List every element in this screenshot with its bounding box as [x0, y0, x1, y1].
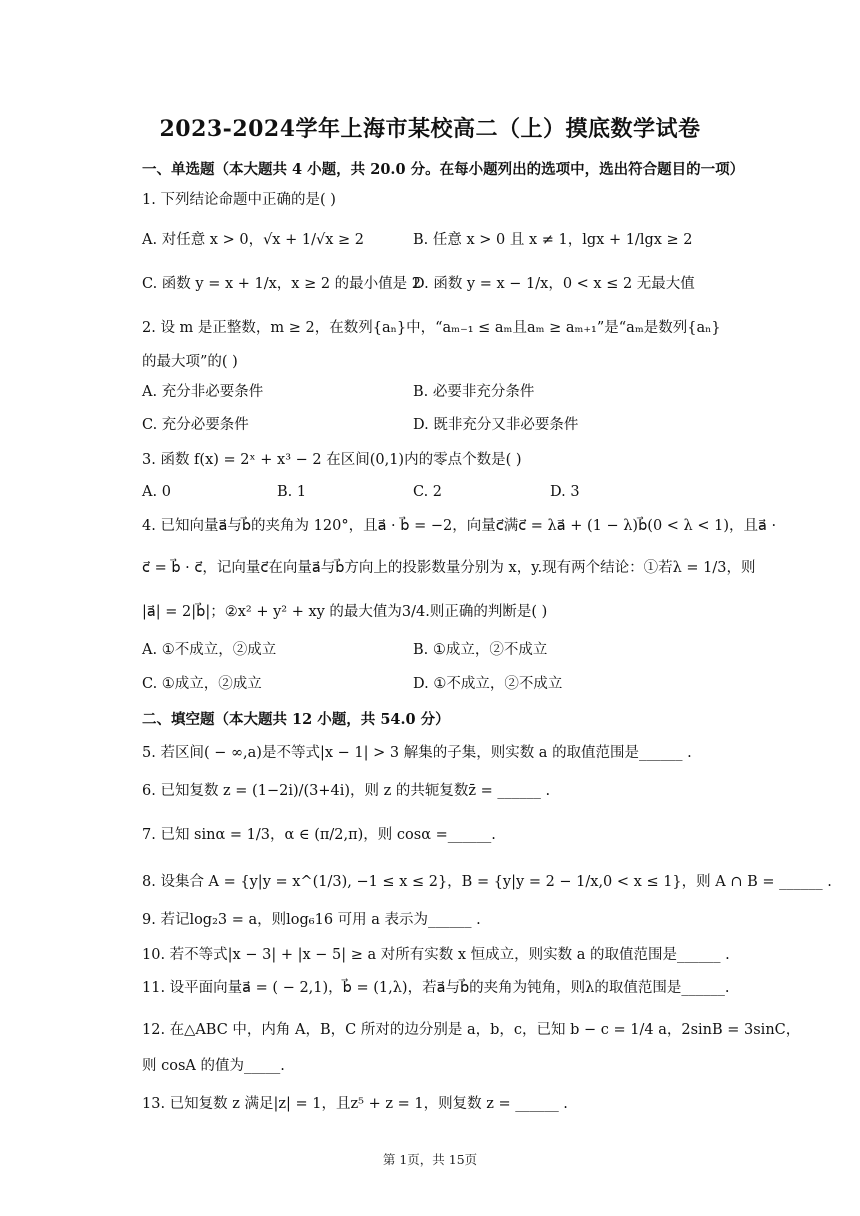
- page-title: 2023-2024学年上海市某校高二（上）摸底数学试卷: [159, 116, 701, 142]
- question-3-option-c: C. 2: [413, 484, 443, 500]
- question-1-option-d: D. 函数 y = x − 1/x，0 < x ≤ 2 无最大值: [413, 276, 695, 292]
- question-5: 5. 若区间( − ∞,a)是不等式|x − 1| > 3 解集的子集，则实数 a 的取值范围是______ .: [142, 745, 692, 761]
- section-heading-fill-in: 二、填空题（本大题共 12 小题，共 54.0 分）: [142, 711, 450, 728]
- question-1-stem: 1. 下列结论命题中正确的是( ): [142, 192, 336, 208]
- question-3-stem: 3. 函数 f(x) = 2ˣ + x³ − 2 在区间(0,1)内的零点个数是( ): [142, 452, 522, 468]
- question-4-option-d: D. ①不成立，②不成立: [413, 676, 563, 692]
- question-3-option-d: D. 3: [550, 484, 580, 500]
- question-4-stem-line-3: |a⃗| = 2|b⃗|；②x² + y² + xy 的最大值为3/4.则正确的判断是( ): [142, 604, 548, 620]
- section-heading-single-choice: 一、单选题（本大题共 4 小题，共 20.0 分。在每小题列出的选项中，选出符合题目的一项）: [142, 161, 745, 178]
- question-12-line-2: 则 cosA 的值为_____.: [142, 1058, 285, 1074]
- question-2-option-c: C. 充分必要条件: [142, 417, 249, 433]
- question-12-line-1: 12. 在△ABC 中，内角 A，B，C 所对的边分别是 a，b，c，已知 b − c = 1/4 a，2sinB = 3sinC，: [142, 1022, 801, 1038]
- question-11: 11. 设平面向量a⃗ = ( − 2,1)，b⃗ = (1,λ)，若a⃗与b⃗的夹角为钝角，则λ的取值范围是______.: [142, 980, 730, 996]
- question-2-stem-line-1: 2. 设 m 是正整数，m ≥ 2，在数列{aₙ}中，“aₘ₋₁ ≤ aₘ且aₘ ≥ aₘ₊₁”是“aₘ是数列{aₙ}: [142, 320, 721, 336]
- question-2-stem-line-2: 的最大项”的( ): [142, 354, 238, 370]
- question-4-stem-line-2: c⃗ = b⃗ · c⃗，记向量c⃗在向量a⃗与b⃗方向上的投影数量分别为 x，y.现有两个结论：①若λ = 1/3，则: [142, 560, 756, 576]
- question-2-option-a: A. 充分非必要条件: [142, 384, 264, 400]
- question-2-option-b: B. 必要非充分条件: [413, 384, 535, 400]
- question-1-option-a: A. 对任意 x > 0，√x + 1/√x ≥ 2: [142, 232, 364, 248]
- question-13: 13. 已知复数 z 满足|z| = 1，且z⁵ + z = 1，则复数 z = ______ .: [142, 1096, 568, 1112]
- question-4-option-c: C. ①成立，②成立: [142, 676, 262, 692]
- question-6: 6. 已知复数 z = (1−2i)/(3+4i)，则 z 的共轭复数z̄ = ______ .: [142, 783, 551, 799]
- question-1-option-c: C. 函数 y = x + 1/x，x ≥ 2 的最小值是 2: [142, 276, 422, 292]
- question-2-option-d: D. 既非充分又非必要条件: [413, 417, 579, 433]
- question-3-option-b: B. 1: [277, 484, 307, 500]
- question-4-option-b: B. ①成立，②不成立: [413, 642, 548, 658]
- question-10: 10. 若不等式|x − 3| + |x − 5| ≥ a 对所有实数 x 恒成立，则实数 a 的取值范围是______ .: [142, 947, 730, 963]
- question-3-option-a: A. 0: [142, 484, 171, 500]
- question-8: 8. 设集合 A = {y|y = x^(1/3), −1 ≤ x ≤ 2}，B = {y|y = 2 − 1/x,0 < x ≤ 1}，则 A ∩ B = ______ .: [142, 874, 832, 890]
- question-9: 9. 若记log₂3 = a，则log₆16 可用 a 表示为______ .: [142, 912, 481, 928]
- question-7: 7. 已知 sinα = 1/3，α ∈ (π/2,π)，则 cosα =______.: [142, 827, 496, 843]
- question-1-option-b: B. 任意 x > 0 且 x ≠ 1，lgx + 1/lgx ≥ 2: [413, 232, 693, 248]
- page-footer: 第 1页，共 15页: [382, 1152, 478, 1167]
- question-4-stem-line-1: 4. 已知向量a⃗与b⃗的夹角为 120°，且a⃗ · b⃗ = −2，向量c⃗满c⃗ = λa⃗ + (1 − λ)b⃗(0 < λ < 1)，且a⃗ ·: [142, 518, 777, 534]
- question-4-option-a: A. ①不成立，②成立: [142, 642, 277, 658]
